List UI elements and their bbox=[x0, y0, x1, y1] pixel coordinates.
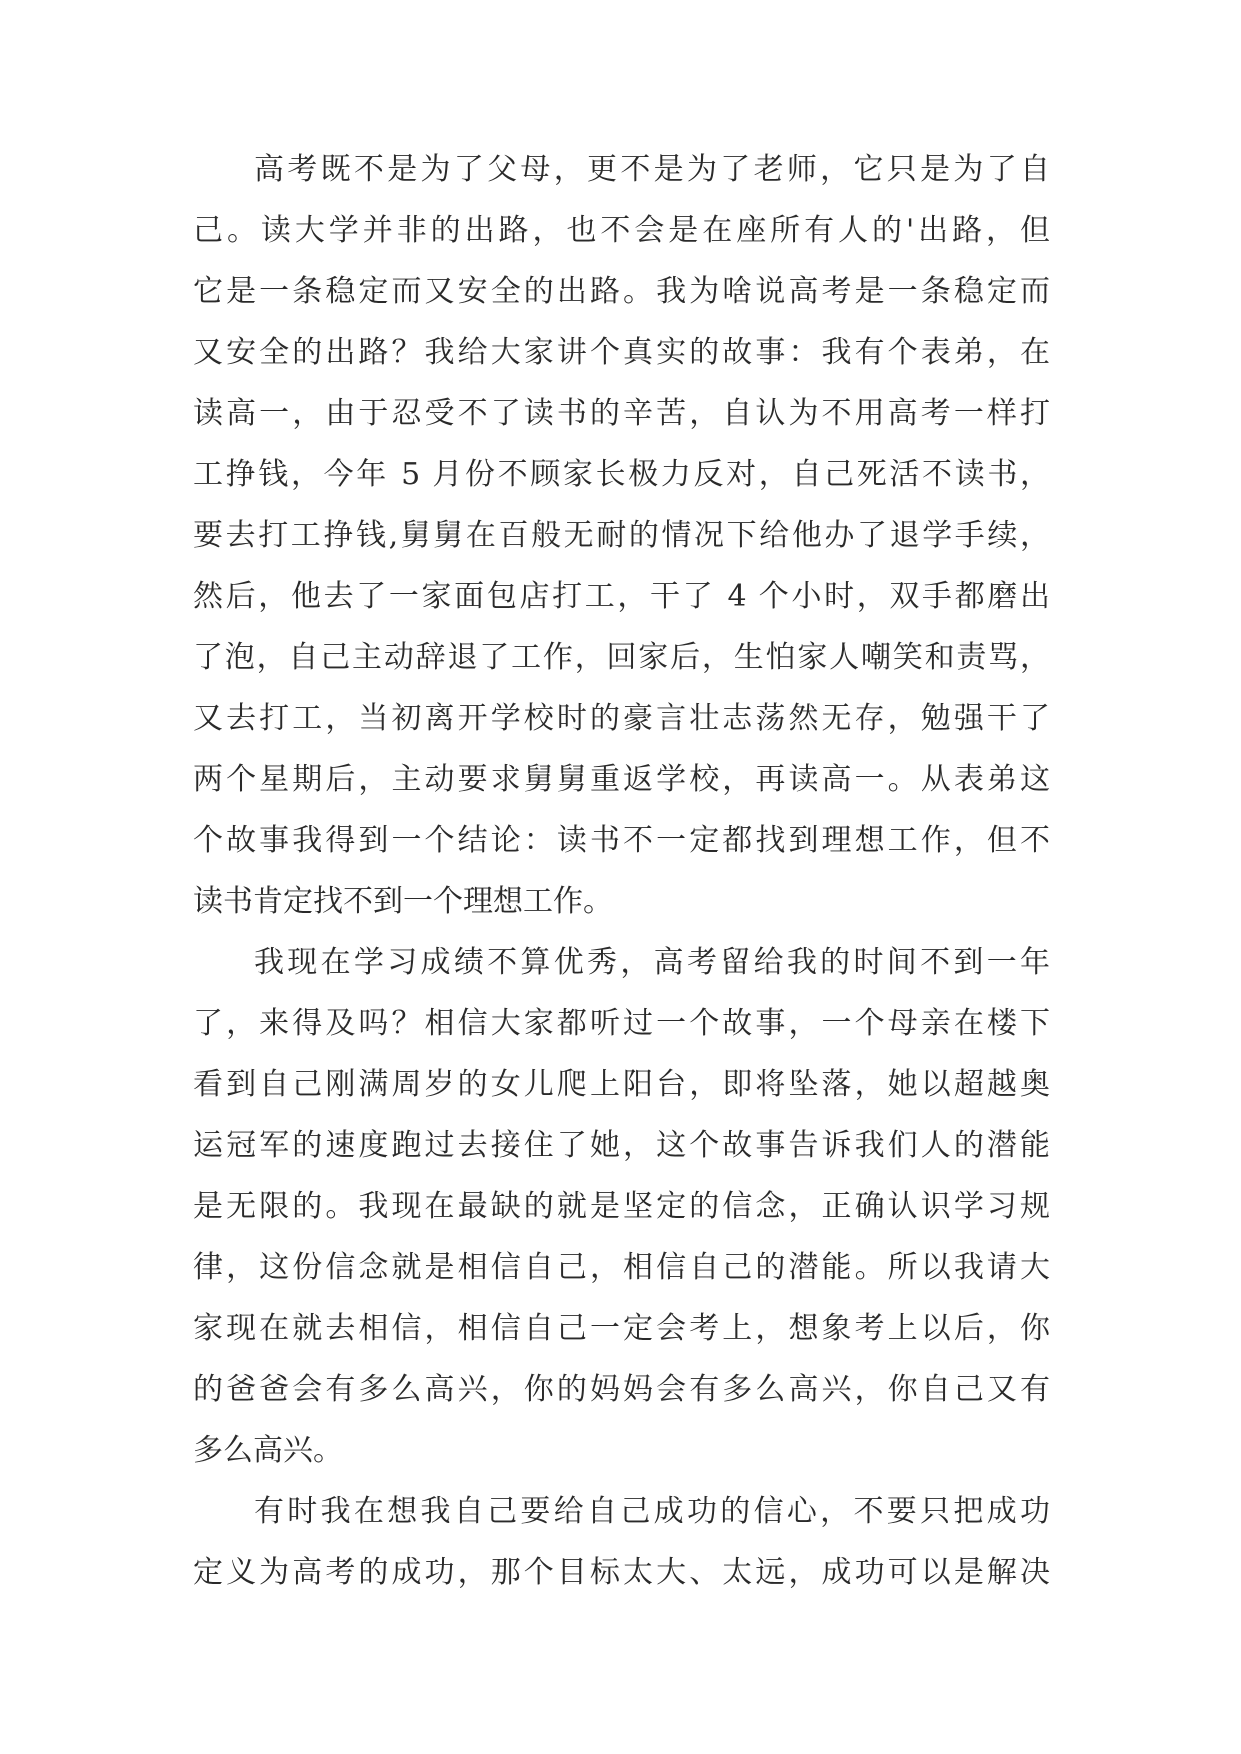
paragraph-2-line-5: 是无限的。我现在最缺的就是坚定的信念，正确认识学习规 bbox=[193, 1189, 1050, 1224]
paragraph-1-line-11: 两个星期后，主动要求舅舅重返学校，再读高一。从表弟这 bbox=[193, 762, 1050, 797]
paragraph-2-line-6: 律，这份信念就是相信自己，相信自己的潜能。所以我请大 bbox=[193, 1250, 1050, 1285]
paragraph-1-line-4: 又安全的出路？我给大家讲个真实的故事：我有个表弟，在 bbox=[193, 335, 1050, 370]
paragraph-2-line-2: 了，来得及吗？相信大家都听过一个故事，一个母亲在楼下 bbox=[193, 1006, 1050, 1041]
paragraph-3-line-1: 有时我在想我自己要给自己成功的信心，不要只把成功 bbox=[254, 1494, 1050, 1529]
paragraph-2-line-3: 看到自己刚满周岁的女儿爬上阳台，即将坠落，她以超越奥 bbox=[193, 1067, 1050, 1102]
paragraph-2-line-8: 的爸爸会有多么高兴，你的妈妈会有多么高兴，你自己又有 bbox=[193, 1372, 1050, 1407]
paragraph-1-line-1: 高考既不是为了父母，更不是为了老师，它只是为了自 bbox=[254, 152, 1050, 187]
paragraph-1-line-3: 它是一条稳定而又安全的出路。我为啥说高考是一条稳定而 bbox=[193, 274, 1050, 309]
paragraph-2-line-1: 我现在学习成绩不算优秀，高考留给我的时间不到一年 bbox=[254, 945, 1050, 980]
paragraph-2-line-7: 家现在就去相信，相信自己一定会考上，想象考上以后，你 bbox=[193, 1311, 1050, 1346]
paragraph-1-line-13: 读书肯定找不到一个理想工作。 bbox=[193, 884, 613, 919]
paragraph-1-line-8: 然后，他去了一家面包店打工，干了 4 个小时，双手都磨出 bbox=[193, 579, 1050, 614]
paragraph-1-line-5: 读高一，由于忍受不了读书的辛苦，自认为不用高考一样打 bbox=[193, 396, 1050, 431]
paragraph-2-line-4: 运冠军的速度跑过去接住了她，这个故事告诉我们人的潜能 bbox=[193, 1128, 1050, 1163]
paragraph-2-line-9: 多么高兴。 bbox=[193, 1433, 343, 1468]
paragraph-3-line-2: 定义为高考的成功，那个目标太大、太远，成功可以是解决 bbox=[193, 1555, 1050, 1590]
paragraph-1-line-12: 个故事我得到一个结论：读书不一定都找到理想工作，但不 bbox=[193, 823, 1050, 858]
paragraph-1-line-2: 己。读大学并非的出路，也不会是在座所有人的'出路，但 bbox=[193, 213, 1050, 248]
paragraph-1-line-7: 要去打工挣钱,舅舅在百般无耐的情况下给他办了退学手续， bbox=[193, 518, 1050, 553]
paragraph-1-line-9: 了泡，自己主动辞退了工作，回家后，生怕家人嘲笑和责骂， bbox=[193, 640, 1050, 675]
paragraph-1-line-6: 工挣钱，今年 5 月份不顾家长极力反对，自己死活不读书， bbox=[193, 457, 1050, 492]
paragraph-1-line-10: 又去打工，当初离开学校时的豪言壮志荡然无存，勉强干了 bbox=[193, 701, 1050, 736]
